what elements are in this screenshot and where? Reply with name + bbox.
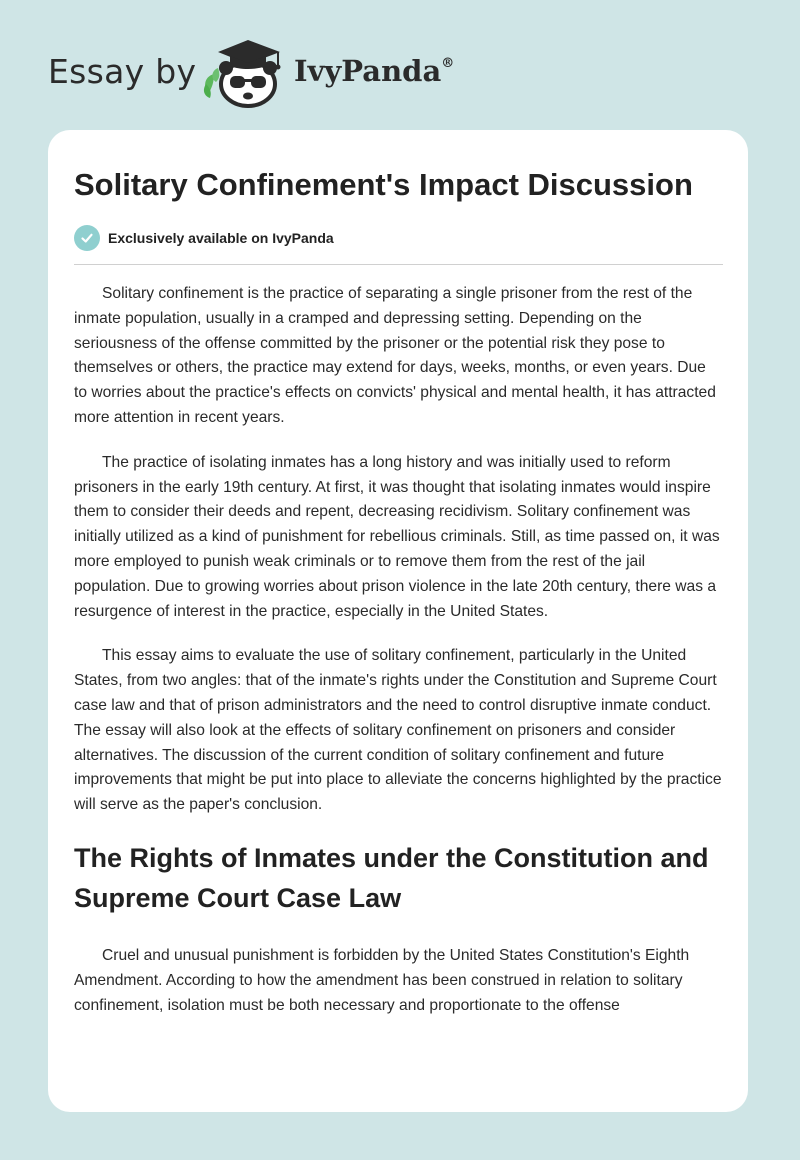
check-circle-icon	[74, 225, 100, 251]
essay-card	[48, 130, 748, 1112]
essay-title: Solitary Confinement's Impact Discussion	[74, 167, 693, 202]
paragraph: Solitary confinement is the practice of separating a single prisoner from the rest of the inmate population, usually in a cramped and depressing setting. Depending on the seriousness of the offense committed by the prisoner or the potential risk they pose to themselves or others, the practice may extend for days, weeks, months, or even years. Due to worries about the practice's effects on convicts' physical and mental health, it has attracted more attention in recent years.	[74, 285, 716, 426]
essay-content	[74, 164, 723, 1038]
section-heading: The Rights of Inmates under the Constitution and Supreme Court Case Law	[74, 842, 709, 913]
paragraph: This essay aims to evaluate the use of solitary confinement, particularly in the United States, from two angles: that of the inmate's rights under the Constitution and Supreme Court case law and that of prison administrators and the need to control disruptive inmate conduct. The essay will also look at the effects of solitary confinement on prisoners and consider alternatives. The discussion of the current condition of solitary confinement and future improvements that might be put into place to alleviate the concerns highlighted by the practice will serve as the paper's conclusion.	[74, 647, 722, 814]
exclusive-badge	[74, 225, 723, 251]
divider	[74, 264, 723, 265]
paragraph: Cruel and unusual punishment is forbidden by the United States Constitution's Eighth Amendment. According to how the amendment has been construed in relation to solitary confinement, isolation must be both necessary and proportionate to the offense	[74, 946, 690, 1014]
brand-name: IvyPanda®	[294, 54, 455, 88]
paragraph: The practice of isolating inmates has a long history and was initially used to reform prisoners in the early 19th century. At first, it was thought that isolating inmates would inspire them to consider their deeds and repent, decreasing recidivism. Solitary confinement was initially utilized as a kind of punishment for rebellious criminals. Still, as time passed on, it was more employed to punish weak criminals or to remove them from the rest of the jail population. Due to growing worries about prison violence in the late 20th century, there was a resurgence of interest in the practice, especially in the United States.	[74, 453, 720, 620]
brand-prefix: Essay by	[48, 52, 197, 91]
brand-header	[48, 34, 508, 110]
badge-text: Exclusively available on IvyPanda	[108, 230, 334, 246]
essay-body	[74, 282, 723, 1018]
registered-mark: ®	[441, 56, 455, 71]
panda-graduate-icon	[200, 34, 290, 110]
